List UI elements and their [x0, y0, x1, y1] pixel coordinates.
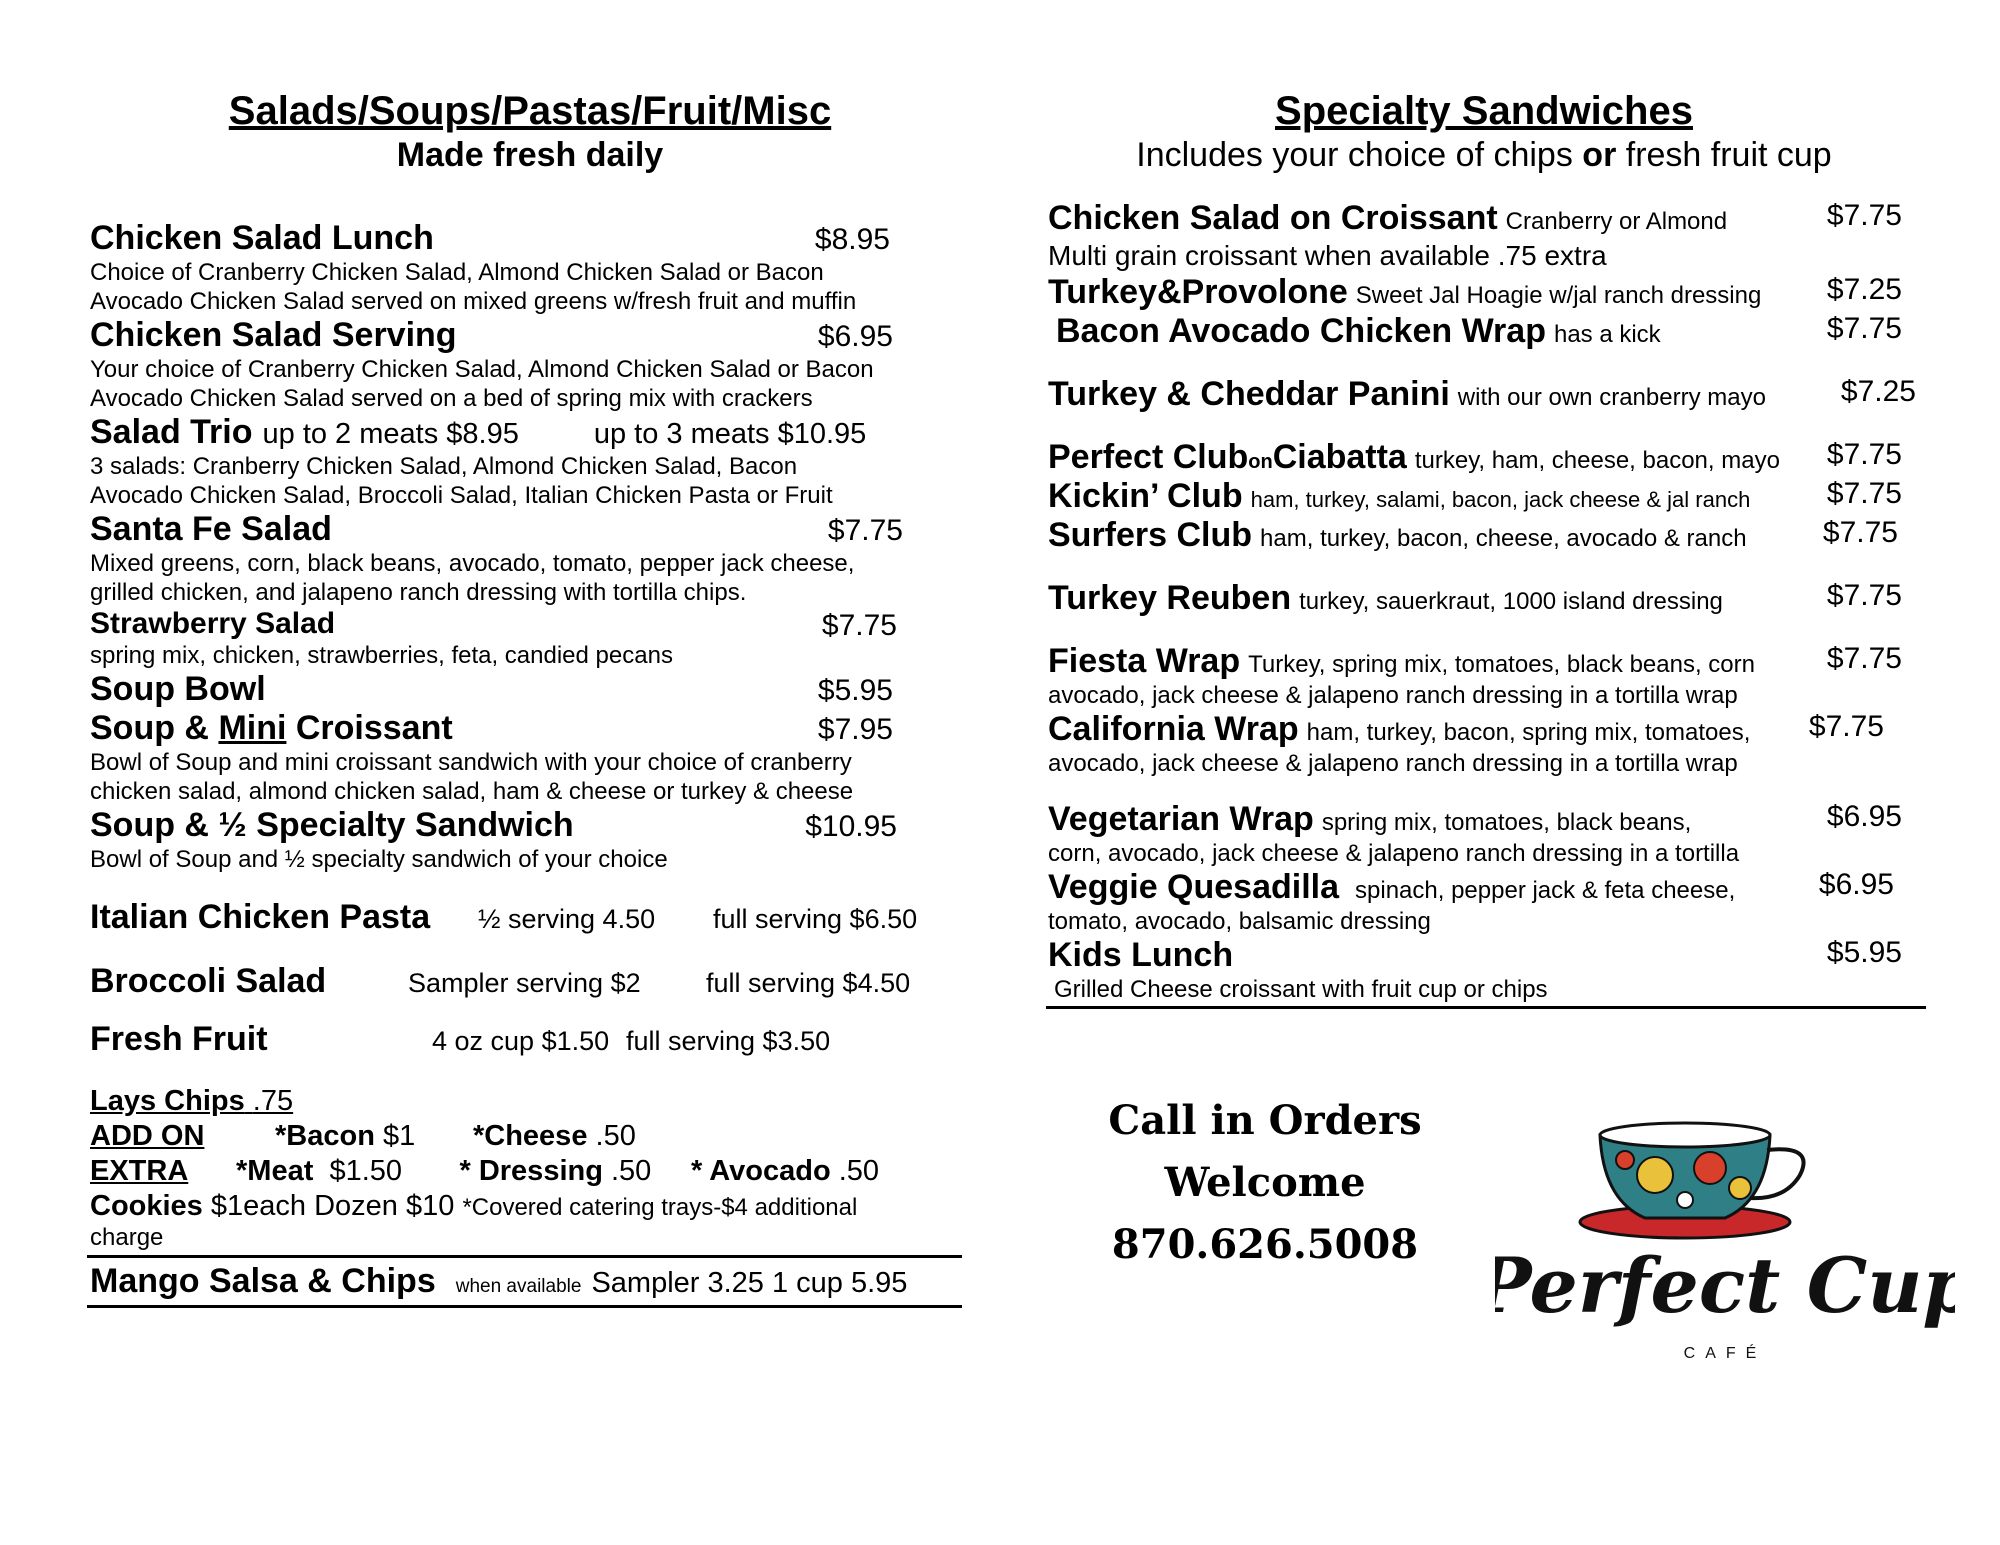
perfect-cup-logo: [1495, 1090, 1955, 1390]
item-name: Salad Trio: [90, 412, 253, 451]
menu-item-kids-lunch: Kids Lunch $5.95 Grilled Cheese croissant with fruit cup or chips: [1048, 936, 1916, 1004]
item-price: $7.75: [1826, 311, 1902, 345]
call-line-1: Call in Orders: [1108, 1097, 1422, 1144]
item-desc: avocado, jack cheese & jalapeno ranch dressing in a tortilla wrap: [1048, 749, 1738, 777]
item-price: $7.75: [1822, 515, 1898, 549]
item-option-2: full serving $3.50: [626, 1025, 831, 1056]
item-name: Mango Salsa & Chips: [90, 1261, 436, 1300]
item-name: Soup & Mini Croissant: [90, 708, 453, 747]
divider: [1046, 1006, 1926, 1009]
cookies-note-continued: charge: [90, 1223, 164, 1251]
item-desc: spring mix, chicken, strawberries, feta, candied pecans: [90, 641, 673, 669]
item-price: $7.25: [1840, 374, 1916, 408]
menu-item-kickin-club: Kickin’ Club ham, turkey, salami, bacon, jack cheese & jal ranch $7.75: [1048, 476, 1902, 515]
call-line-2: Welcome: [1164, 1159, 1366, 1206]
svg-text:Perfect Cup: Perfect Cup: [1495, 1241, 1955, 1330]
menu-item-veggie-quesadilla: Veggie Quesadilla spinach, pepper jack & feta cheese, $6.95 tomato, avocado, balsamic dressing: [1048, 868, 1916, 936]
item-desc: Avocado Chicken Salad served on a bed of spring mix with crackers: [90, 384, 813, 412]
item-name: Strawberry Salad: [90, 606, 336, 640]
item-price: $6.95: [817, 319, 893, 353]
extra-line: EXTRA *Meat $1.50 * Dressing .50 * Avocado .50: [90, 1154, 880, 1187]
item-desc: Your choice of Cranberry Chicken Salad, Almond Chicken Salad or Bacon: [90, 355, 874, 383]
item-price: $7.75: [1826, 476, 1902, 510]
item-name: Fresh Fruit: [90, 1019, 268, 1058]
item-price: $5.95: [1826, 935, 1902, 969]
right-section-title: Specialty Sandwiches: [1275, 89, 1693, 133]
item-option-1: 4 oz cup $1.50: [432, 1025, 610, 1056]
item-name: Italian Chicken Pasta: [90, 897, 431, 936]
item-price: $6.95: [1818, 867, 1894, 901]
item-desc: Avocado Chicken Salad served on mixed greens w/fresh fruit and muffin: [90, 287, 857, 315]
item-price: $7.75: [1826, 198, 1902, 232]
item-price: $7.25: [1826, 272, 1902, 306]
item-desc: Grilled Cheese croissant with fruit cup or chips: [1054, 975, 1548, 1003]
item-price: $7.75: [1808, 709, 1884, 743]
item-price: $8.95: [814, 222, 890, 256]
item-price: $7.95: [817, 712, 893, 746]
menu-item-fresh-fruit: [90, 1020, 970, 1078]
menu-item-mango-salsa: [90, 1258, 970, 1305]
item-name: Santa Fe Salad: [90, 509, 332, 548]
right-section-subtitle: Includes your choice of chips or fresh fruit cup: [1136, 136, 1832, 174]
item-name: Soup Bowl: [90, 669, 266, 708]
item-option-2: full serving $4.50: [706, 967, 911, 998]
menu-item-chicken-salad-serving: [90, 316, 893, 413]
item-desc: corn, avocado, jack cheese & jalapeno ranch dressing in a tortilla: [1048, 839, 1740, 867]
menu-item-perfect-club: Perfect ClubonCiabatta turkey, ham, cheese, bacon, mayo $7.75: [1048, 437, 1902, 476]
menu-item-turkey-reuben: Turkey Reuben turkey, sauerkraut, 1000 island dressing $7.75: [1048, 578, 1902, 617]
item-option-2: full serving $6.50: [713, 903, 918, 934]
item-price: $5.95: [817, 673, 893, 707]
item-name: Chicken Salad Serving: [90, 315, 457, 354]
menu-item-soup-half-sandwich: [90, 806, 897, 874]
item-desc: 3 salads: Cranberry Chicken Salad, Almond Chicken Salad, Bacon: [90, 452, 798, 480]
item-desc: grilled chicken, and jalapeno ranch dressing with tortilla chips.: [90, 578, 747, 606]
item-option-1: Sampler serving $2: [408, 967, 641, 998]
menu-item-soup-mini-croissant: [90, 709, 893, 806]
right-menu-column: [1048, 88, 1920, 1009]
menu-item-chicken-salad-lunch: [90, 219, 890, 316]
menu-item-italian-chicken-pasta: [90, 898, 970, 962]
menu-item-turkey-provolone: Turkey&Provolone Sweet Jal Hoagie w/jal ranch dressing $7.25: [1048, 272, 1902, 311]
item-prices: Sampler 3.25 1 cup 5.95: [591, 1266, 908, 1299]
menu-item-santa-fe-salad: [90, 510, 903, 607]
item-option-1: ½ serving 4.50: [478, 903, 656, 934]
item-price: $10.95: [805, 809, 897, 843]
item-price: $6.95: [1826, 799, 1902, 833]
svg-text:CAFÉ: CAFÉ: [1683, 1345, 1767, 1362]
item-price: $7.75: [1826, 578, 1902, 612]
menu-item-fiesta-wrap: Fiesta Wrap Turkey, spring mix, tomatoes, black beans, corn $7.75 avocado, jack cheese & jalapeno ranch dressing in a tortilla wrap: [1048, 642, 1916, 710]
menu-item-strawberry-salad: [90, 607, 897, 670]
item-price: $7.75: [1826, 437, 1902, 471]
menu-item-vegetarian-wrap: Vegetarian Wrap spring mix, tomatoes, black beans, $6.95 corn, avocado, jack cheese & jalapeno ranch dressing in a tortilla: [1048, 800, 1916, 868]
item-option-1: up to 2 meats $8.95: [262, 417, 519, 450]
item-desc: Bowl of Soup and mini croissant sandwich with your choice of cranberry: [90, 748, 852, 776]
item-note: when available: [455, 1275, 582, 1297]
item-desc: Choice of Cranberry Chicken Salad, Almond Chicken Salad or Bacon: [90, 258, 824, 286]
left-section-title: Salads/Soups/Pastas/Fruit/Misc: [228, 89, 832, 133]
divider: [87, 1305, 962, 1308]
item-name: Chicken Salad Lunch: [90, 218, 434, 257]
item-desc: tomato, avocado, balsamic dressing: [1048, 907, 1431, 935]
item-name: Broccoli Salad: [90, 961, 327, 1000]
item-desc: avocado, jack cheese & jalapeno ranch dressing in a tortilla wrap: [1048, 681, 1738, 709]
phone-number: 870.626.5008: [1111, 1221, 1419, 1268]
menu-item-soup-bowl: [90, 670, 893, 709]
menu-item-salad-trio: [90, 413, 910, 510]
item-price: $7.75: [821, 608, 897, 642]
left-section-subtitle: Made fresh daily: [396, 136, 664, 174]
teacup-icon: [1495, 1090, 1955, 1390]
left-menu-column: [90, 88, 970, 1308]
item-price: $7.75: [827, 513, 903, 547]
item-desc: Bowl of Soup and ½ specialty sandwich of your choice: [90, 845, 668, 873]
menu-item-bacon-avocado-chicken-wrap: Bacon Avocado Chicken Wrap has a kick $7.75: [1056, 311, 1902, 350]
cookies-line: Cookies $1each Dozen $10 *Covered catering trays-$4 additional: [90, 1189, 858, 1222]
lays-chips-line: Lays Chips .75: [90, 1084, 294, 1117]
menu-item-broccoli-salad: [90, 962, 970, 1020]
call-in-orders: [1085, 1090, 1445, 1276]
menu-item-turkey-cheddar-panini: Turkey & Cheddar Panini with our own cranberry mayo $7.25: [1048, 374, 1916, 413]
item-option-2: up to 3 meats $10.95: [593, 417, 867, 450]
misc-extras: [90, 1084, 970, 1251]
item-price: $7.75: [1826, 641, 1902, 675]
item-name: Soup & ½ Specialty Sandwich: [90, 805, 574, 844]
menu-item-chicken-salad-croissant: Chicken Salad on Croissant Cranberry or Almond $7.75 Multi grain croissant when available .75 extra: [1048, 199, 1916, 273]
menu-item-surfers-club: Surfers Club ham, turkey, bacon, cheese, avocado & ranch $7.75: [1048, 515, 1898, 554]
item-desc: Multi grain croissant when available .75 extra: [1048, 239, 1607, 271]
item-desc: chicken salad, almond chicken salad, ham & cheese or turkey & cheese: [90, 777, 854, 805]
item-desc: Avocado Chicken Salad, Broccoli Salad, Italian Chicken Pasta or Fruit: [90, 481, 833, 509]
menu-item-california-wrap: California Wrap ham, turkey, bacon, spring mix, tomatoes, $7.75 avocado, jack cheese & jalapeno ranch dressing in a tortilla wrap: [1048, 710, 1916, 778]
item-desc: Mixed greens, corn, black beans, avocado, tomato, pepper jack cheese,: [90, 549, 855, 577]
add-on-line: ADD ON *Bacon $1 *Cheese .50: [90, 1119, 636, 1152]
